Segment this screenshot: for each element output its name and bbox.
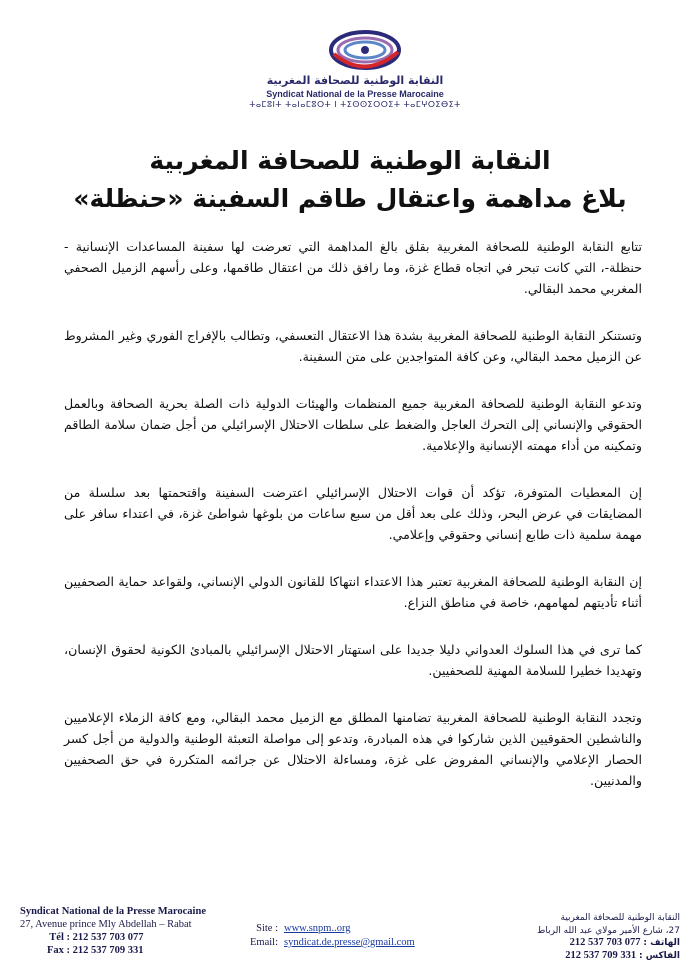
body-paragraph: وتستنكر النقابة الوطنية للصحافة المغربية بشدة هذا الاعتقال التعسفي، وتطالب بالإفراج الفوري وغير المشروط عن الزميل محمد البقالي، وعن كافة المتواجدين على متن السفينة. xyxy=(64,328,642,364)
letterhead-org-name-tifinagh: ⵜⴰⵎⵓⵏⵜ ⵜⴰⵏⴰⵎⵓⵔⵜ ⵏ ⵜⵉⵙⵙⵉⵔⵔⵉⵜ ⵜⴰⵎⵖⵔⵉⴱⵉⵜ xyxy=(249,100,461,109)
footer-fax-label-fr: Fax : xyxy=(46,945,70,956)
body-paragraph: إن المعطيات المتوفرة، تؤكد أن قوات الاحتلال الإسرائيلي اعترضت السفينة واقتحمتها بعد سلسلة من المضايقات في عرض البحر، وذلك على بعد أقل من سبع ساعات من بلوغها شواطئ غزة، في اعتداء سافر على مهمة سلمية ذات طابع إنساني وحقوقي وإعلامي. xyxy=(64,485,642,542)
footer-fax-ar: 212 537 709 331 xyxy=(565,949,637,961)
footer-email-label: Email: xyxy=(250,937,278,948)
body-paragraph: وتدعو النقابة الوطنية للصحافة المغربية جميع المنظمات والهيئات الدولية ذات الصلة بحرية الصحافة وبالعمل الحقوقي والإنساني إلى التحرك العاجل والضغط على سلطات الاحتلال الإسرائيلي من أجل ضمان سلامة الطاقم وتمكينه من أداء مهمته الإنسانية والإعلامية. xyxy=(64,396,642,453)
body-paragraph: وتجدد النقابة الوطنية للصحافة المغربية تضامنها المطلق مع الزميل محمد البقالي، ومع كافة الزملاء الإعلاميين والناشطين الحقوقيين الذين شاركوا في هذه المبادرة، وتدعو إلى مواصلة التعبئة الوطنية والدولية من أجل كسر الحصار الإعلامي والإنساني المفروض على غزة، ومساءلة الاحتلال عن جرائمه المتكررة في حق الصحفيين والمدنيين. xyxy=(64,710,642,788)
document-title-line1: النقابة الوطنية للصحافة المغربية xyxy=(149,146,551,175)
document-title-line2: بلاغ مداهمة واعتقال طاقم السفينة «حنظلة» xyxy=(73,184,627,213)
footer-address-fr: 27, Avenue prince Mly Abdellah – Rabat xyxy=(20,919,192,930)
footer-org-name-ar: النقابة الوطنية للصحافة المغربية xyxy=(560,913,680,923)
letterhead-org-name-fr: Syndicat National de la Presse Marocaine xyxy=(266,89,444,99)
footer-web-contact xyxy=(236,922,466,950)
footer-tel-label-fr: Tél : xyxy=(49,932,70,943)
letterhead-org-name-ar: النقابة الوطنية للصحافة المغربية xyxy=(266,74,444,87)
footer-contact-ar xyxy=(470,912,680,962)
footer-site-link[interactable]: www.snpm..org xyxy=(284,923,351,934)
footer-site-label: Site : xyxy=(256,923,278,934)
footer-fax-fr: 212 537 709 331 xyxy=(72,945,144,956)
footer-fax-label-ar: الفاكس : xyxy=(638,950,680,961)
footer-tel-label-ar: الهاتف : xyxy=(643,938,680,948)
footer-tel-fr: 212 537 703 077 xyxy=(72,932,144,943)
footer-tel-ar: 212 537 703 077 xyxy=(569,937,641,948)
body-paragraph: كما ترى في هذا السلوك العدواني دليلا جديدا على استهتار الاحتلال الإسرائيلي بالمبادئ الكونية لحقوق الإنسان، وتهديدا خطيرا للسلامة المهنية للصحفيين. xyxy=(64,642,642,678)
body-paragraph: تتابع النقابة الوطنية للصحافة المغربية بقلق بالغ المداهمة التي تعرضت لها سفينة المساعدات الإنسانية - حنظلة-، التي كانت تبحر في اتجاه قطاع غزة، وما رافق ذلك من اعتقال طاقمها، وعلى رأسهم الزميل الصحفي المغربي محمد البقالي. xyxy=(64,239,642,296)
footer-email-link[interactable]: syndicat.de.presse@gmail.com xyxy=(284,937,415,948)
document-body xyxy=(64,236,642,817)
body-paragraph: إن النقابة الوطنية للصحافة المغربية تعتبر هذا الاعتداء انتهاكا للقانون الدولي الإنساني، ولقواعد حماية الصحفيين أثناء تأديتهم لمهامهم، خاصة في مناطق النزاع. xyxy=(64,574,642,610)
footer-address-ar: 27، شارع الأمير مولاي عبد الله الرباط xyxy=(537,925,680,936)
footer-org-name-fr: Syndicat National de la Presse Marocaine xyxy=(20,906,206,917)
footer-contact-fr xyxy=(20,905,250,957)
